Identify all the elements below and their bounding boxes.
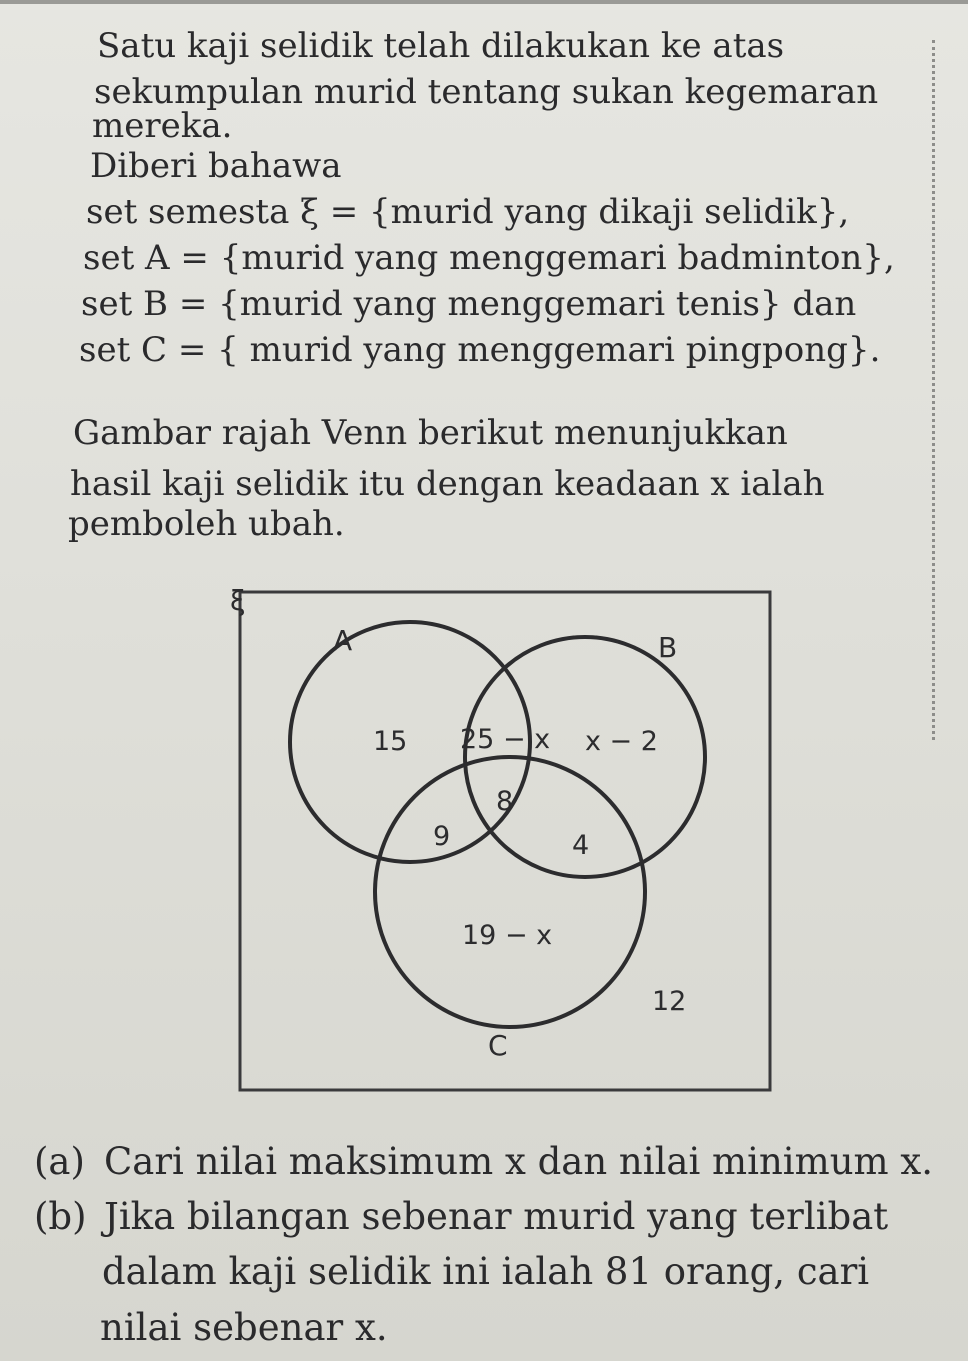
dotted-margin-line [932,40,935,740]
intro-line-2: sekumpulan murid tentang sukan kegemaran [94,72,879,112]
question-b-label: (b) [34,1195,87,1238]
label-b: B [658,631,678,664]
question-b-line-1: Jika bilangan sebenar murid yang terlibat [104,1195,889,1238]
set-c-definition: set C = { murid yang menggemari pingpong}. [79,330,881,370]
intro-line-3: mereka. [92,106,233,146]
label-a: A [333,624,353,657]
region-a-b-c: 8 [496,786,514,817]
region-a-c-only: 9 [433,821,451,852]
set-b-definition: set B = {murid yang menggemari tenis} dan [81,284,857,324]
region-a-b-only: 25 − x [460,724,551,755]
region-c-only: 19 − x [462,920,553,951]
label-c: C [488,1029,508,1062]
region-b-c-only: 4 [572,830,590,861]
region-b-only: x − 2 [585,726,658,757]
intro-line-1: Satu kaji selidik telah dilakukan ke atas [97,26,785,66]
universal-symbol: ξ [230,584,246,617]
set-a-definition: set A = {murid yang menggemari badminton}, [83,238,895,278]
universal-set-definition: set semesta ξ = {murid yang dikaji selidik}, [86,192,850,232]
region-outside: 12 [652,986,687,1017]
description-line-3: pemboleh ubah. [68,504,345,544]
region-a-only: 15 [373,726,408,757]
page-top-edge [0,0,968,4]
given-heading: Diberi bahawa [90,146,342,186]
description-line-2: hasil kaji selidik itu dengan keadaan x ialah [70,464,825,504]
question-b-line-2: dalam kaji selidik ini ialah 81 orang, cari [102,1250,870,1293]
description-line-1: Gambar rajah Venn berikut menunjukkan [73,413,788,453]
question-a-text: Cari nilai maksimum x dan nilai minimum x. [104,1140,934,1183]
question-b-line-3: nilai sebenar x. [100,1306,388,1349]
question-a-label: (a) [34,1140,85,1183]
venn-diagram [200,572,800,1102]
